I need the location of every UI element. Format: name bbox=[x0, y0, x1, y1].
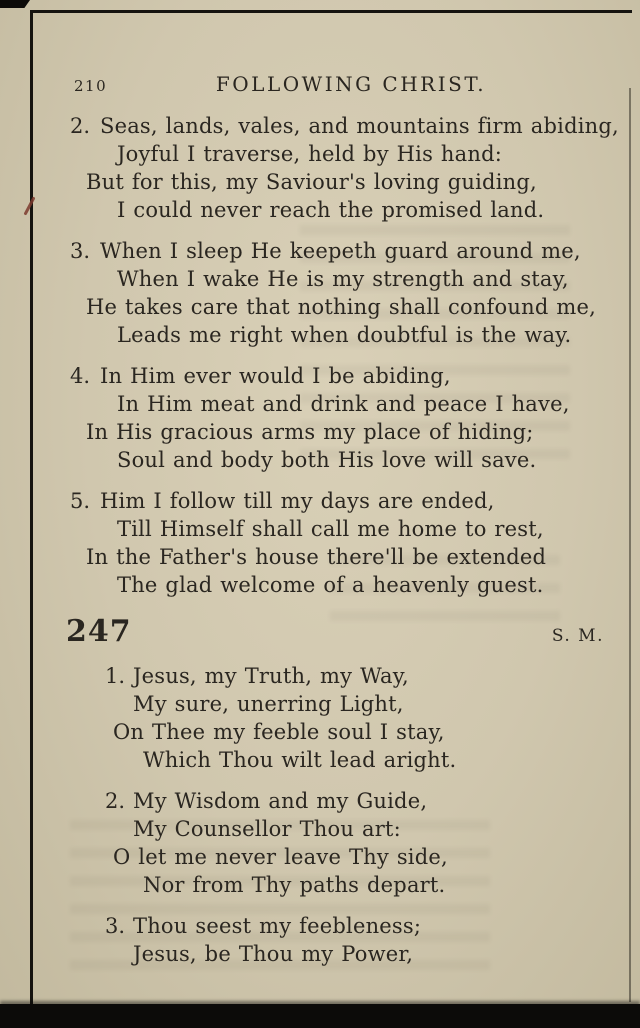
verse-number: 3. bbox=[105, 914, 126, 938]
verse bbox=[70, 112, 619, 224]
hymn-247-verses bbox=[105, 662, 606, 968]
verse-number: 2. bbox=[70, 114, 91, 138]
verse-line: Jesus, my Truth, my Way, bbox=[133, 664, 409, 688]
verse-line: Him I follow till my days are ended, bbox=[100, 489, 495, 513]
page-border-right bbox=[629, 88, 631, 1002]
verse bbox=[70, 487, 606, 599]
verse-line: My sure, unerring Light, bbox=[133, 692, 404, 716]
verse-line: In His gracious arms my place of hiding; bbox=[86, 420, 534, 444]
page-border-top bbox=[30, 10, 632, 13]
hymn-number: 247 bbox=[66, 614, 132, 649]
verse-number: 5. bbox=[70, 489, 91, 513]
page-content bbox=[66, 72, 619, 981]
verse-line: In Him ever would I be abiding, bbox=[100, 364, 451, 388]
verse-number: 1. bbox=[105, 664, 126, 688]
verse-line: In Him meat and drink and peace I have, bbox=[117, 392, 570, 416]
page-bottom-shadow bbox=[0, 1004, 640, 1028]
verse-line: The glad welcome of a heavenly guest. bbox=[117, 573, 544, 597]
verse-line: I could never reach the promised land. bbox=[117, 198, 545, 222]
verse-number: 2. bbox=[105, 789, 126, 813]
page-border-left bbox=[30, 10, 33, 1004]
verse-line: Jesus, be Thou my Power, bbox=[133, 942, 414, 966]
verse bbox=[105, 787, 606, 899]
verse bbox=[105, 662, 606, 774]
verse-line: Nor from Thy paths depart. bbox=[143, 873, 446, 897]
hymn-continuation-verses bbox=[70, 112, 619, 599]
verse-line: My Wisdom and my Guide, bbox=[133, 789, 428, 813]
page-number: 210 bbox=[74, 77, 108, 95]
verse-line: In the Father's house there'll be extended bbox=[86, 545, 547, 569]
verse-line: O let me never leave Thy side, bbox=[113, 845, 448, 869]
hymn-meter: S. M. bbox=[551, 626, 604, 646]
verse bbox=[70, 362, 606, 474]
verse-line: But for this, my Saviour's loving guiding, bbox=[86, 170, 537, 194]
verse-line: Seas, lands, vales, and mountains firm abiding, bbox=[100, 114, 619, 138]
hymn-heading bbox=[66, 612, 606, 652]
verse-line: Leads me right when doubtful is the way. bbox=[117, 323, 572, 347]
running-title: FOLLOWING CHRIST. bbox=[215, 72, 487, 96]
verse-line: Which Thou wilt lead aright. bbox=[143, 748, 457, 772]
verse-number: 3. bbox=[70, 239, 91, 263]
verse-line: Thou seest my feebleness; bbox=[133, 914, 422, 938]
verse-line: Till Himself shall call me home to rest, bbox=[117, 517, 544, 541]
verse-line: He takes care that nothing shall confound me, bbox=[86, 295, 596, 319]
verse-line: On Thee my feeble soul I stay, bbox=[113, 720, 445, 744]
verse-line: Joyful I traverse, held by His hand: bbox=[117, 142, 503, 166]
verse-line: Soul and body both His love will save. bbox=[117, 448, 537, 472]
verse bbox=[70, 237, 606, 349]
verse-line: When I wake He is my strength and stay, bbox=[117, 267, 569, 291]
page-header bbox=[66, 72, 606, 100]
verse-number: 4. bbox=[70, 364, 91, 388]
scan-corner-mark bbox=[0, 0, 30, 8]
verse-line: My Counsellor Thou art: bbox=[133, 817, 401, 841]
verse-line: When I sleep He keepeth guard around me, bbox=[100, 239, 581, 263]
verse bbox=[105, 912, 606, 968]
